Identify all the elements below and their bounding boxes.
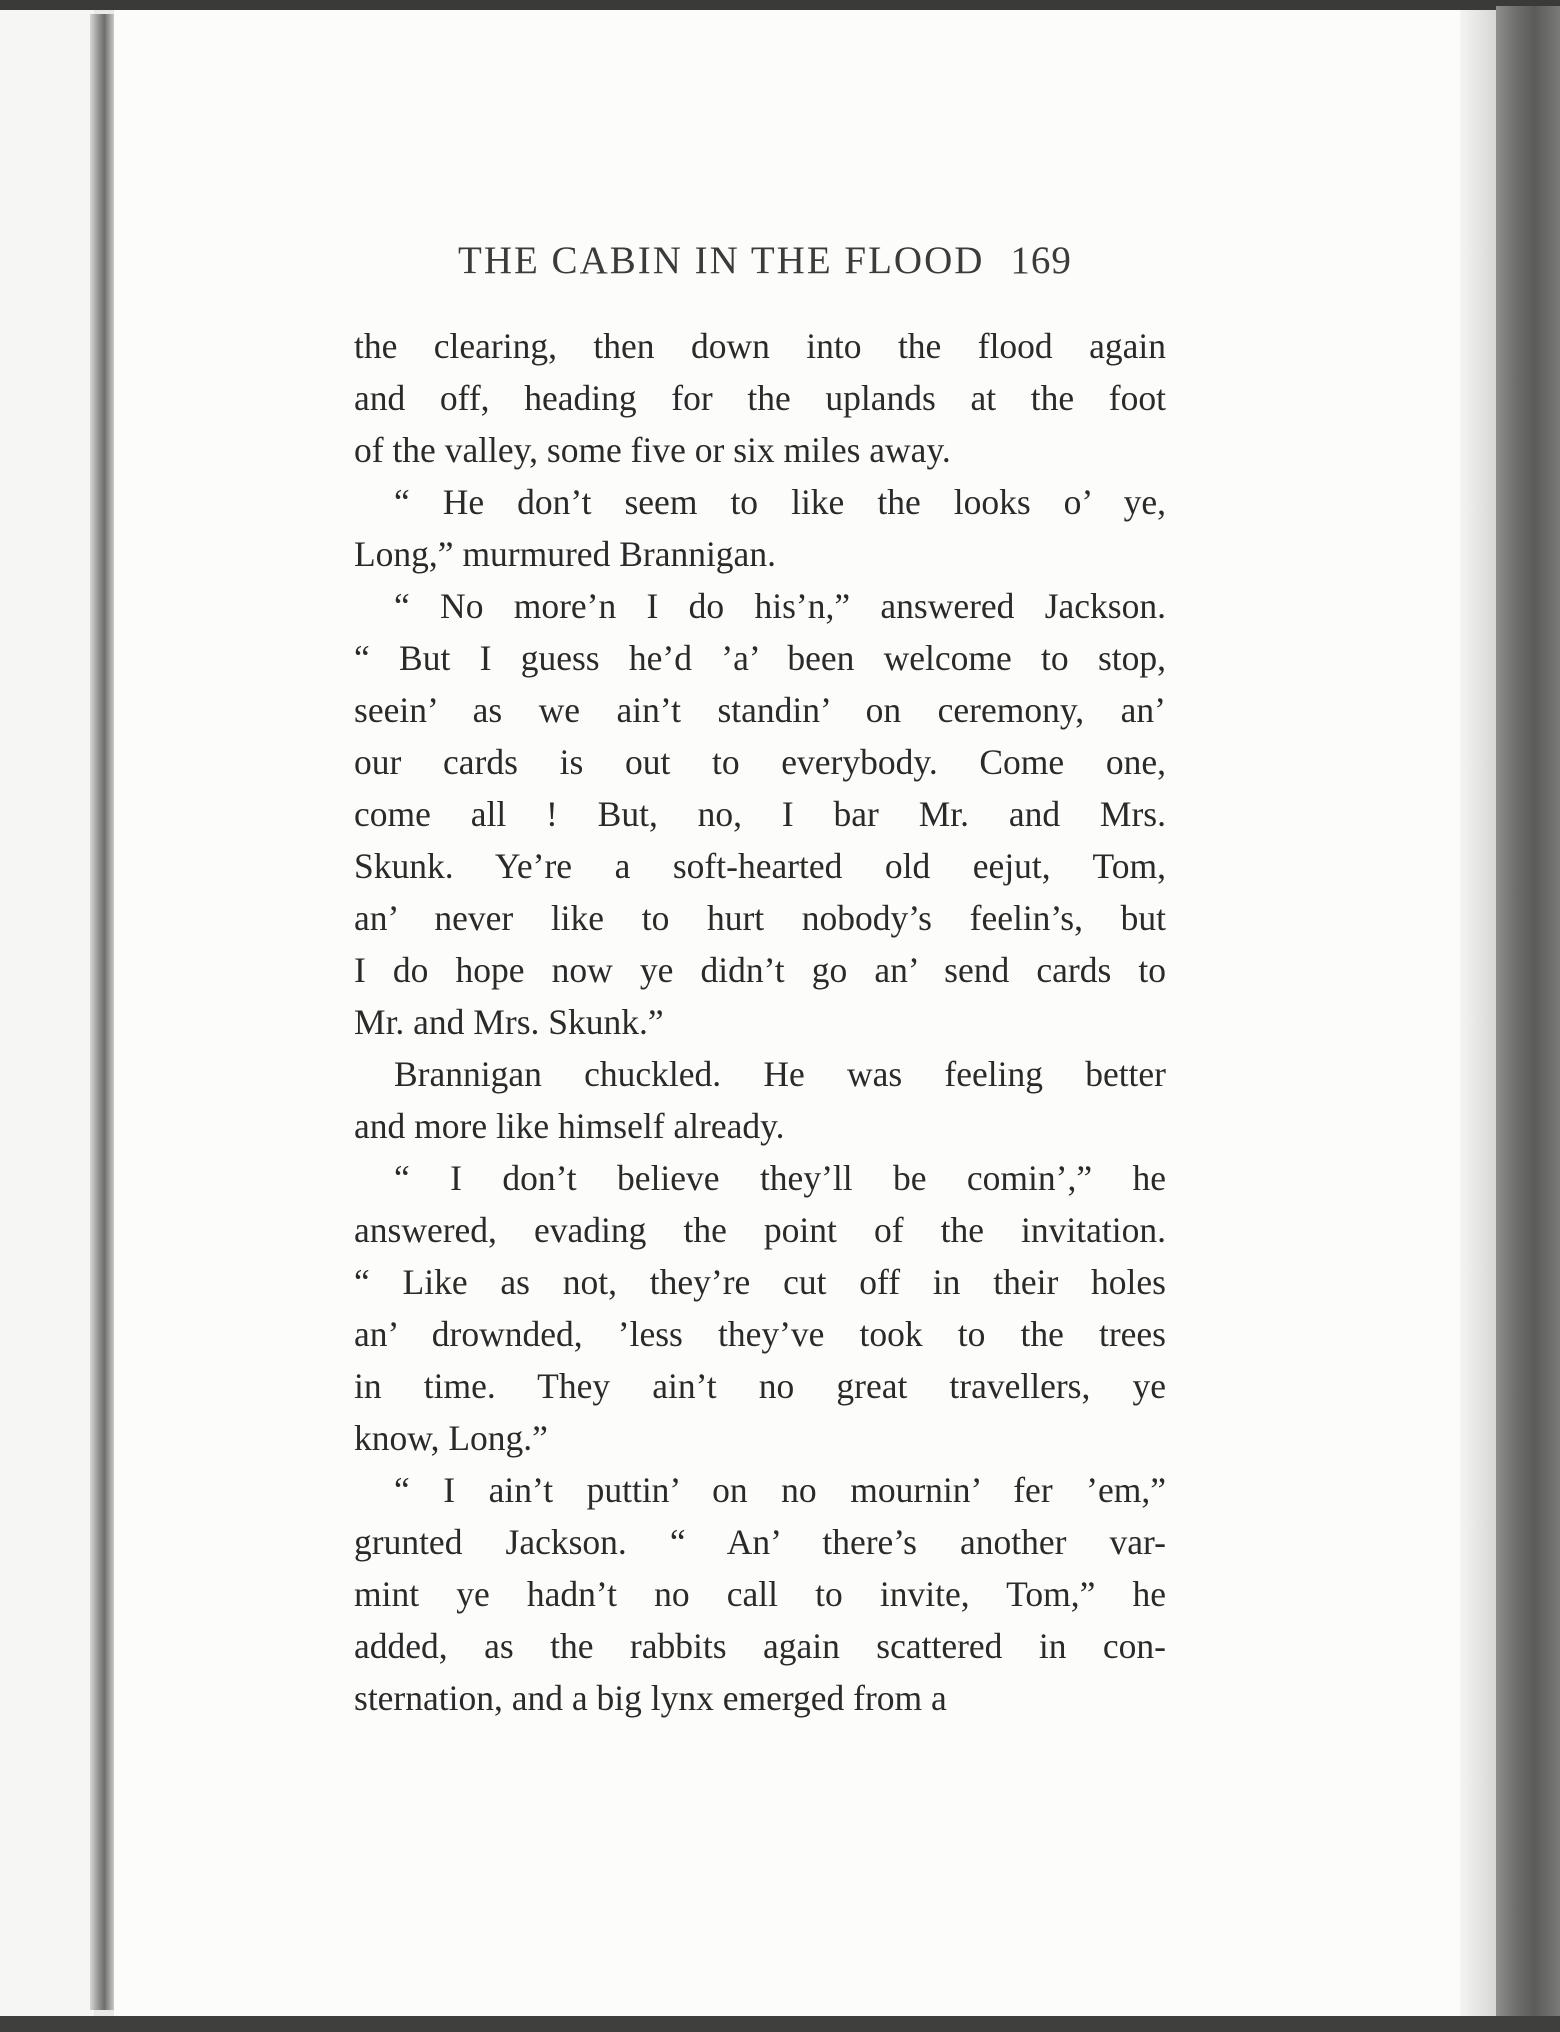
book-gutter (90, 14, 114, 2010)
text-line: Brannigan chuckled. He was feeling better (394, 1054, 1166, 1094)
text-line: “ No more’n I do his’n,” answered Jackson. (394, 586, 1166, 626)
text-line: mint ye hadn’t no call to invite, Tom,” he (354, 1574, 1166, 1614)
paragraph (354, 1048, 1166, 1152)
scan-bottom-edge (0, 2016, 1560, 2032)
text-line: Skunk. Ye’re a soft-hearted old eejut, Tom, (354, 846, 1166, 886)
book-cover-edge (1496, 6, 1560, 2020)
text-line: an’ never like to hurt nobody’s feelin’s, but (354, 898, 1166, 938)
running-head-title: THE CABIN IN THE FLOOD (458, 239, 985, 282)
paragraph (354, 320, 1166, 476)
text-line: and off, heading for the uplands at the foot (354, 378, 1166, 418)
text-line: “ I ain’t puttin’ on no mournin’ fer ’em,” (394, 1470, 1166, 1510)
page-edge-shadow (1460, 10, 1496, 2016)
text-line: Long,” murmured Brannigan. (354, 534, 776, 574)
scan-top-edge (0, 0, 1560, 10)
paragraph (354, 1152, 1166, 1464)
text-line: sternation, and a big lynx emerged from a (354, 1678, 947, 1718)
text-line: and more like himself already. (354, 1106, 785, 1146)
paragraph (354, 580, 1166, 1048)
paragraph (354, 476, 1166, 580)
running-head (458, 238, 1178, 283)
text-line: Mr. and Mrs. Skunk.” (354, 1002, 664, 1042)
facing-page-edge (0, 10, 94, 2016)
text-line: added, as the rabbits again scattered in con- (354, 1626, 1166, 1666)
text-line: an’ drownded, ’less they’ve took to the trees (354, 1314, 1166, 1354)
text-line: of the valley, some five or six miles away. (354, 430, 951, 470)
text-line: in time. They ain’t no great travellers, ye (354, 1366, 1166, 1406)
text-line: our cards is out to everybody. Come one, (354, 742, 1166, 782)
text-line: I do hope now ye didn’t go an’ send cards to (354, 950, 1166, 990)
text-line: come all ! But, no, I bar Mr. and Mrs. (354, 794, 1166, 834)
text-line: “ I don’t believe they’ll be comin’,” he (394, 1158, 1166, 1198)
text-line: know, Long.” (354, 1418, 548, 1458)
text-line: “ He don’t seem to like the looks o’ ye, (394, 482, 1166, 522)
text-line: “ But I guess he’d ’a’ been welcome to stop, (354, 638, 1166, 678)
text-line: grunted Jackson. “ An’ there’s another var- (354, 1522, 1166, 1562)
text-line: seein’ as we ain’t standin’ on ceremony, an’ (354, 690, 1166, 730)
body-text (354, 320, 1166, 1724)
paragraph (354, 1464, 1166, 1724)
text-line: the clearing, then down into the flood again (354, 326, 1166, 366)
text-line: “ Like as not, they’re cut off in their holes (354, 1262, 1166, 1302)
text-line: answered, evading the point of the invitation. (354, 1210, 1166, 1250)
page-number: 169 (1010, 239, 1072, 282)
